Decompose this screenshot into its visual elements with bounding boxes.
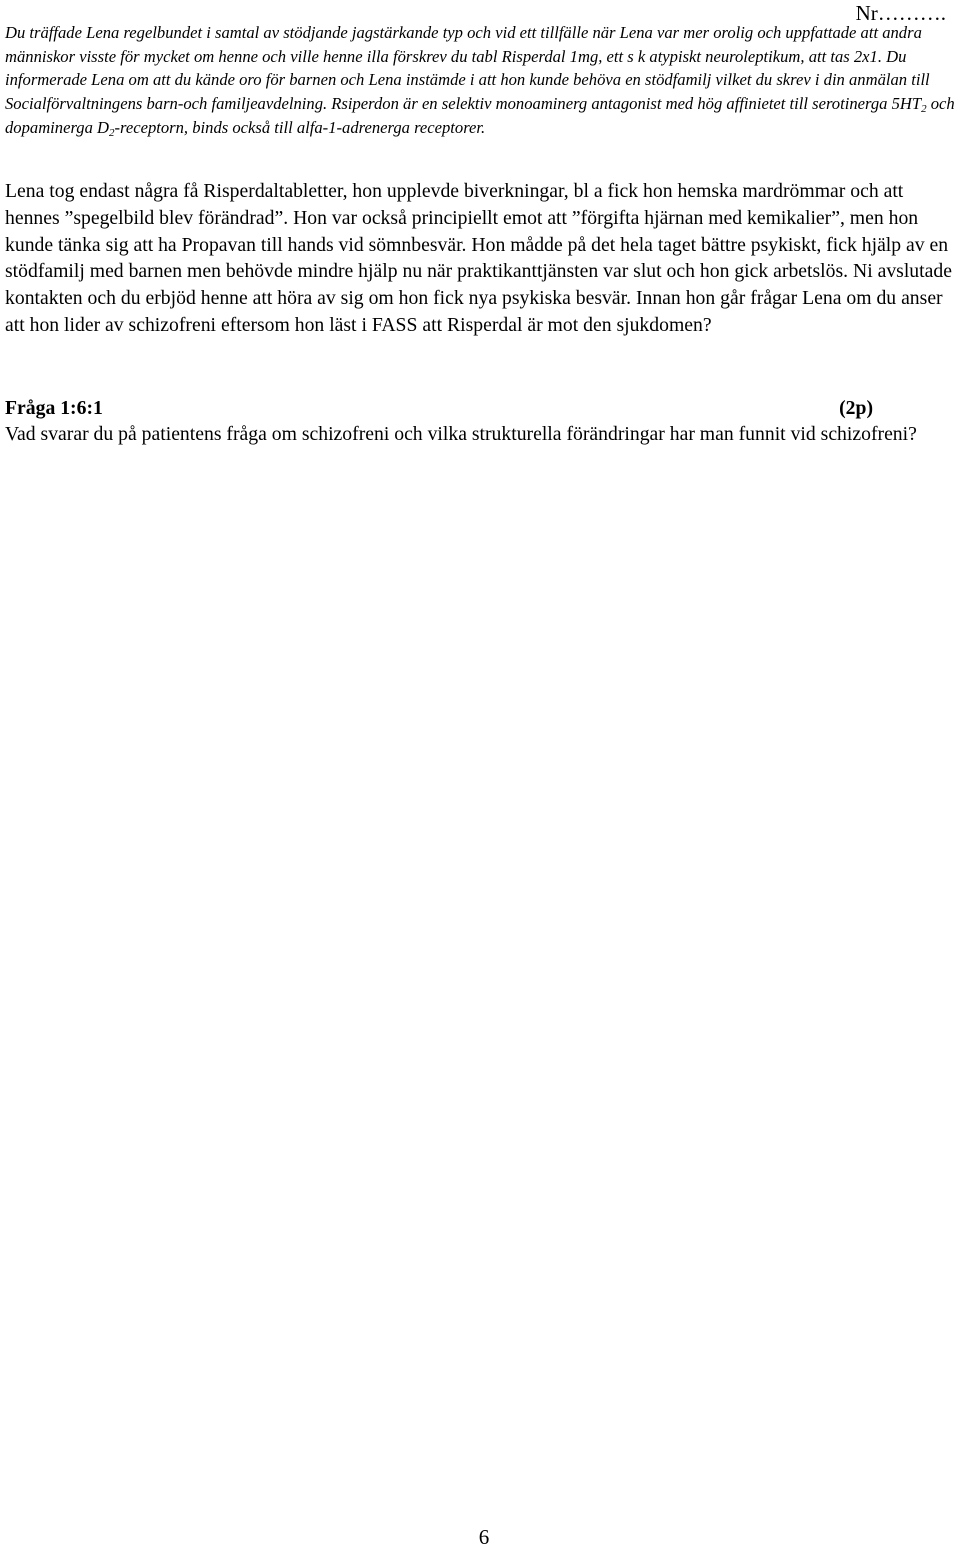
case-intro-text-1: Du träffade Lena regelbundet i samtal av stödjande jagstärkande typ och vid ett tillfälle när Lena var mer orolig och uppfattade att andra människor visste för mycket om henne och ville henne illa förskrev du tabl Risperdal 1mg, ett s k atypiskt neuroleptikum, att tas 2x1. Du informerade Lena om att du kände oro för barnen och Lena instämde i att hon kunde behöva en stödfamilj vilket du skrev i din anmälan till Socialförvaltningens barn-och familjeavdelning. Rsiperdon är en selektiv monoaminerg antagonist med hög affinietet till serotinerga 5HT: [5, 23, 930, 114]
document-number: Nr……….: [855, 1, 946, 25]
case-intro-subscript-1: 2: [921, 103, 927, 116]
question-label: Fråga 1:6:1: [5, 397, 103, 419]
question-heading: [5, 395, 873, 421]
question-text: Vad svarar du på patientens fråga om schizofreni och vilka strukturella förändringar har man funnit vid schizofreni?: [5, 423, 917, 445]
case-intro-text-2: och dopaminerga D: [5, 94, 955, 137]
case-intro-text-3: -receptorn, binds också till alfa-1-adrenerga receptorer.: [114, 117, 486, 137]
case-story-paragraph: Lena tog endast några få Risperdaltabletter, hon upplevde biverkningar, bl a fick hon hemska mardrömmar och att hennes ”spegelbild blev förändrad”. Hon var också principiellt emot att ”förgifta hjärnan med kemikalier”, men hon kunde tänka sig att ha Propavan till hands vid sömnbesvär. Hon mådde på det hela taget bättre psykiskt, fick hjälp av en stödfamilj med barnen men behövde mindre hjälp nu när praktikanttjänsten var slut och hon gick arbetslös. Ni avslutade kontakten och du erbjöd henne att höra av sig om hon fick nya psykiska besvär. Innan hon går frågar Lena om du anser att hon lider av schizofreni eftersom hon läst i FASS att Risperdal är mot den sjukdomen?: [5, 180, 952, 336]
case-intro-paragraph: [5, 21, 955, 140]
case-intro-subscript-2: 2: [109, 126, 115, 139]
question-points: (2p): [839, 397, 873, 419]
page-number: 6: [478, 1525, 490, 1549]
